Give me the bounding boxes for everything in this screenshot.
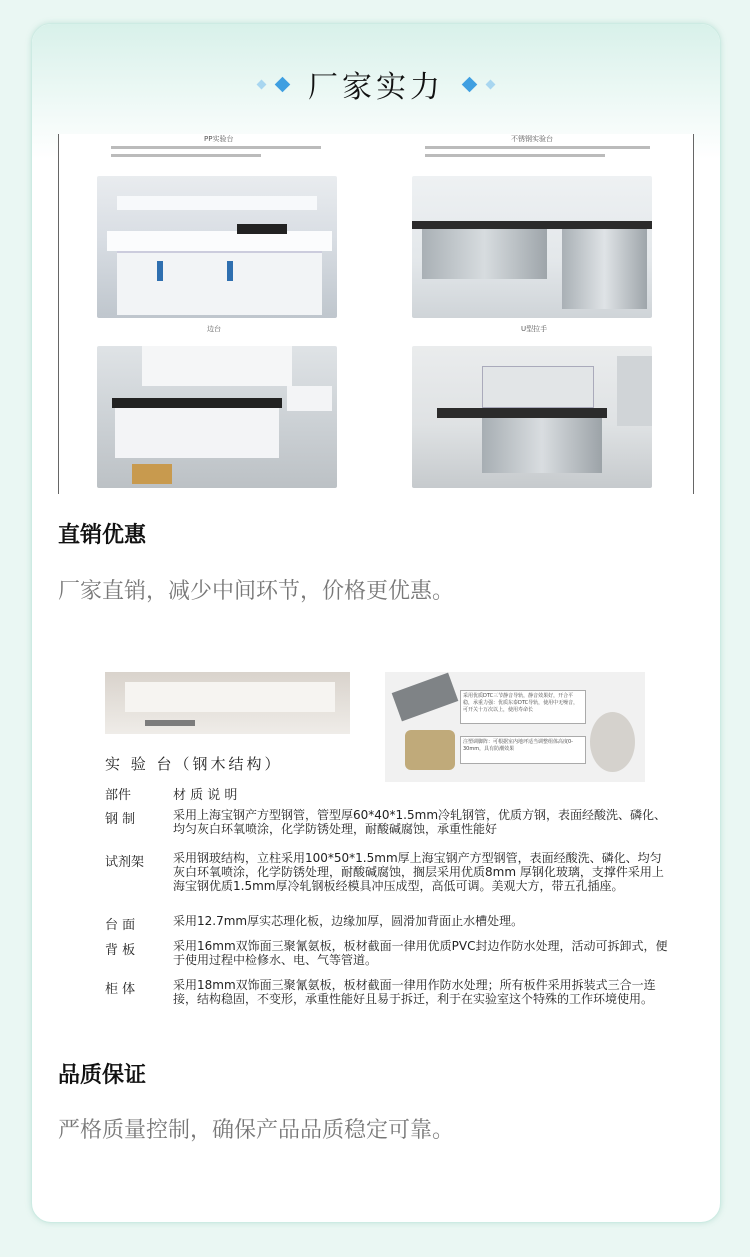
spec-row-label: 试剂架 [105,855,145,870]
spec-title: 实 验 台（钢木结构） [105,755,283,773]
photo-steel-island [412,346,652,488]
page-title: 厂家实力 [308,70,444,105]
sheet-label-right: 不锈钢实验台 [511,135,553,143]
diamond-icon [275,76,291,92]
spec-row-text: 采用钢玻结构，立柱采用100*50*1.5mm厚上海宝钢产方型钢管，表面经酸洗、磷化、均匀灰白环氧喷涂，化学防锈处理，耐酸碱腐蚀，搁层采用优质8mm 厚钢化玻璃，支撑件采用上海宝钢优质1.5mm厚冷轧钢板经模具冲压成型，高低可调。美观大方，带五孔插座。 [173,851,664,893]
title-row [32,64,720,104]
section-heading-direct-sale: 直销优惠 [58,523,147,548]
spec-row-text: 采用18mm双饰面三聚氰氨板，板材截面一律用作防水处理；所有板件采用拆装式三合一连接，结构稳固，不变形，承重性能好且易于拆迁，利于在实验室这个特殊的工作环境使用。 [173,978,656,1006]
diamond-small-icon [486,79,496,89]
spec-row-label: 柜 体 [105,982,136,997]
photo-lab-island [97,346,337,488]
spec-row-text: 采用上海宝钢产方型钢管，管型厚60*40*1.5mm冷轧钢管，优质方钢，表面经酸洗、磷化、均匀灰白环氧喷涂，化学防锈处理，耐酸碱腐蚀，承重性能好 [173,808,667,836]
spec-col-part: 部件 [105,788,132,803]
spec-row-label: 台 面 [105,918,136,933]
diamond-small-icon [257,79,267,89]
spec-hardware-panel [385,672,645,782]
spec-row-text: 采用16mm双饰面三聚氰氨板，板材截面一律用优质PVC封边作防水处理，活动可拆卸式，便于使用过程中检修水、电、气等管道。 [173,939,668,967]
section-heading-quality: 品质保证 [58,1063,147,1088]
diamond-icon [462,76,478,92]
spec-row-text: 采用12.7mm厚实芯理化板，边缘加厚，圆滑加背面止水槽处理。 [173,914,524,928]
section-text-direct-sale: 厂家直销，减少中间环节，价格更优惠。 [58,579,455,604]
spec-note-rail: 采用优质DTC三节静音导轨，静音效果好，开合平稳，承重力强：优质东泰DTC导轨，使用中无噪音，可开关十万次以上，使用寿命长 [460,690,586,724]
sheet-label-left: PP实验台 [204,135,234,143]
left-diamond-icons [252,79,294,90]
content-card [31,23,721,1223]
right-diamond-icons [458,79,500,90]
spec-sheet-image [65,672,690,1033]
product-photo-sheet [58,134,694,494]
caption-u-handle: U型拉手 [521,325,548,333]
spec-row-label: 背 板 [105,943,136,958]
spec-col-desc: 材 质 说 明 [173,788,238,803]
spec-row-label: 钢 制 [105,812,136,827]
photo-steel-bench [412,176,652,318]
photo-pp-side-bench [97,176,337,318]
section-text-quality: 严格质量控制，确保产品品质稳定可靠。 [58,1118,455,1143]
spec-note-foot: 注塑调脚阵：可根据室内地坪适当调整组体高度0-30mm，具有防潮效果 [460,736,586,764]
spec-photo-cabinet [105,672,350,734]
caption-side-bench: 边台 [207,325,221,333]
